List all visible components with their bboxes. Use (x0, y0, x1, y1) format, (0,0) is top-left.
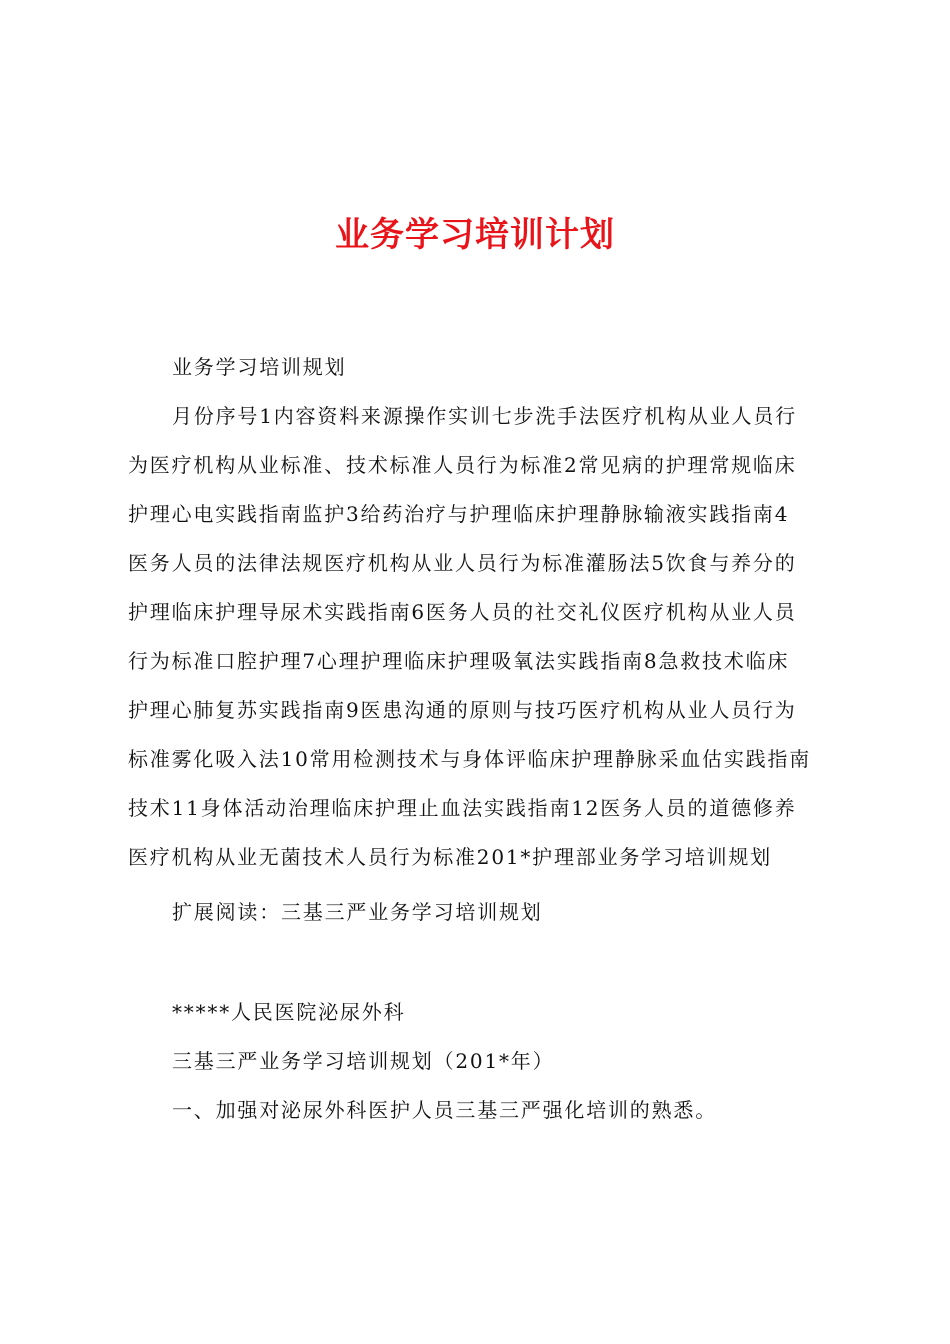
body-line: 医务人员的法律法规医疗机构从业人员行为标准灌肠法5饮食与养分的 (128, 551, 797, 575)
body-line: 月份序号1内容资料来源操作实训七步洗手法医疗机构从业人员行 (172, 404, 797, 428)
body-line: 行为标准口腔护理7心理护理临床护理吸氧法实践指南8急救技术临床 (128, 649, 790, 673)
body-line: 护理临床护理导尿术实践指南6医务人员的社交礼仪医疗机构从业人员 (128, 600, 797, 624)
body-line: 标准雾化吸入法10常用检测技术与身体评临床护理静脉采血估实践指南 (128, 747, 812, 771)
plan-item-1: 一、加强对泌尿外科医护人员三基三严强化培训的熟悉。 (172, 1098, 717, 1122)
body-paragraph (128, 392, 830, 882)
body-line: 技术11身体活动治理临床护理止血法实践指南12医务人员的道德修养 (128, 796, 797, 820)
document-title: 业务学习培训计划 (335, 215, 615, 255)
body-line: 护理心肺复苏实践指南9医患沟通的原则与技巧医疗机构从业人员行为 (128, 698, 797, 722)
hospital-department: *****人民医院泌尿外科 (172, 1000, 406, 1024)
body-line: 护理心电实践指南监护3给药治疗与护理临床护理静脉输液实践指南4 (128, 502, 790, 526)
plan-title: 三基三严业务学习培训规划（201*年） (172, 1049, 555, 1073)
body-line: 医疗机构从业无菌技术人员行为标准201*护理部业务学习培训规划 (128, 845, 772, 869)
body-line: 为医疗机构从业标准、技术标准人员行为标准2常见病的护理常规临床 (128, 453, 797, 477)
subtitle: 业务学习培训规划 (172, 355, 347, 379)
extended-reading: 扩展阅读：三基三严业务学习培训规划 (172, 900, 543, 924)
